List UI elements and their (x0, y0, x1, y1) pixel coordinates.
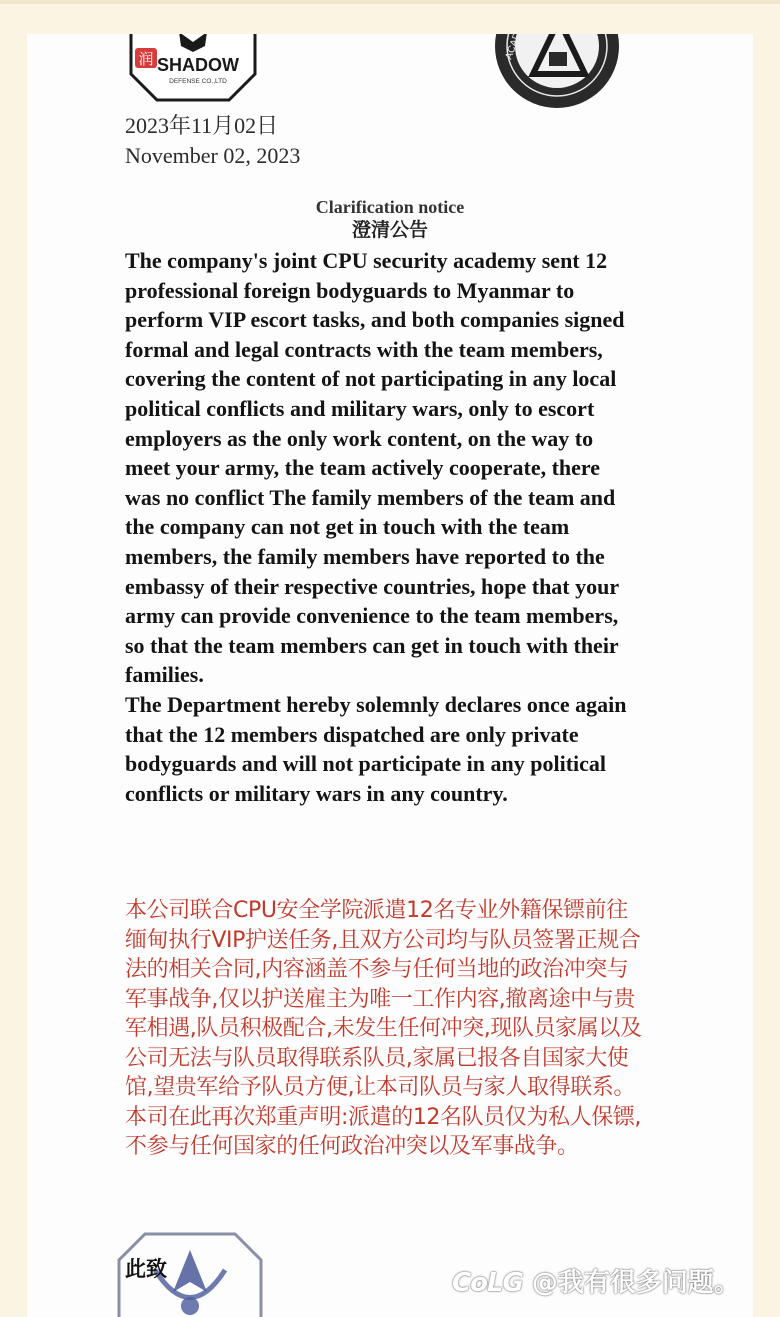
date-chinese: 2023年11月02日 (125, 113, 279, 138)
notice-document (27, 10, 753, 1317)
issue-dates (125, 111, 300, 171)
date-english: November 02, 2023 (125, 143, 301, 168)
svg-text:ACADEMY: ACADEMY (503, 10, 531, 62)
closing-salutation: 此致 (125, 1257, 167, 1281)
top-border (0, 0, 780, 4)
watermark-user: @我有很多问题。 (531, 1268, 740, 1298)
english-body (125, 246, 635, 808)
shadow-defense-logo (125, 34, 261, 102)
english-paragraph-1: The company's joint CPU security academy sent 12 professional foreign bodyguards to Myanmar to perform VIP escort tasks, and both companies signed formal and legal contracts with the team members, covering the content of not participating in any local political conflicts and military wars, only to escort employers as the only work content, on the way to meet your army, the team actively cooperate, there was no conflict The family members of the team and the company can not get in touch with the team members, the family members have reported to the embassy of their respective countries, hope that your army can provide convenience to the team members, so that the team members can get in touch with their families. (125, 248, 625, 688)
logo-company-subtext: DEFENSE CO.,LTD (169, 78, 227, 85)
title-english: Clarification notice (315, 197, 465, 217)
chinese-paragraph-1: 本公司联合CPU安全学院派遣12名专业外籍保镖前往缅甸执行VIP护送任务,且双方公司均与队员签署正规合法的相关合同,内容涵盖不参与任何当地的政治冲突与军事战争,仅以护送雇主为唯一工作内容,撤离途中与贵军相遇,队员积极配合,未发生任何冲突,现队员家属以及公司无法与队员取得联系队员,家属已报各自国家大使馆,望贵军给予队员方便,让本司队员与家人取得联系。 (125, 898, 642, 1100)
chinese-body (125, 896, 645, 1162)
english-paragraph-2: The Department hereby solemnly declares once again that the 12 members dispatched are only private bodyguards and will not participate in any political conflicts or military wars in any country. (125, 691, 627, 806)
notice-title (27, 196, 753, 242)
chinese-paragraph-2: 本司在此再次郑重声明:派遣的12名队员仅为私人保镖,不参与任何国家的任何政治冲突以及军事战争。 (125, 1104, 642, 1159)
logo-company-name: SHADOW (157, 55, 239, 75)
watermark-brand: CoLG (452, 1268, 523, 1298)
platform-watermark (452, 1262, 740, 1299)
academy-seal-logo (489, 10, 625, 110)
title-chinese: 澄清公告 (351, 219, 428, 241)
logo-badge-char: 润 (138, 50, 154, 68)
